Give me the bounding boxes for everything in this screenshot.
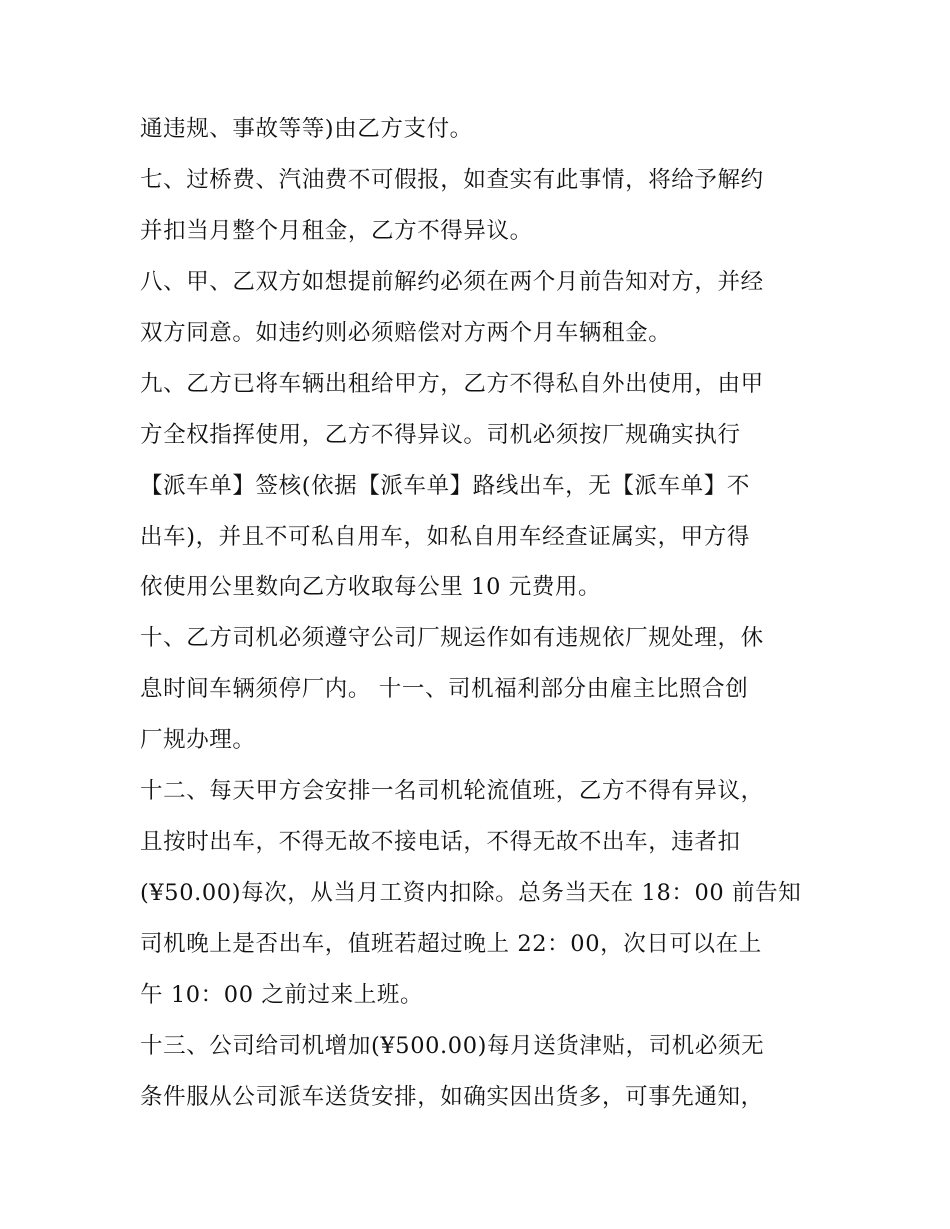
text-line: 通违规、事故等等)由乙方支付。 bbox=[140, 116, 473, 142]
text-line: 十三、公司给司机增加(¥500.00)每月送货津贴，司机必须无 bbox=[140, 1033, 765, 1059]
text-line: 厂规办理。 bbox=[140, 727, 256, 753]
text-line: 并扣当月整个月租金，乙方不得异议。 bbox=[140, 218, 533, 244]
text-line: 【派车单】签核(依据【派车单】路线出车，无【派车单】不 bbox=[140, 473, 750, 499]
text-line: 条件服从公司派车送货安排，如确实因出货多，可事先通知， bbox=[140, 1084, 764, 1110]
text-line: 息时间车辆须停厂内。 十一、司机福利部分由雇主比照合创 bbox=[140, 676, 749, 702]
text-line: 十、乙方司机必须遵守公司厂规运作如有违规依厂规处理，休 bbox=[140, 625, 764, 651]
text-line: 方全权指挥使用，乙方不得异议。司机必须按厂规确实执行 bbox=[140, 422, 741, 448]
text-line: 七、过桥费、汽油费不可假报，如查实有此事情，将给予解约 bbox=[140, 167, 764, 193]
text-line: (¥50.00)每次，从当月工资内扣除。总务当天在 18：00 前告知 bbox=[140, 880, 802, 906]
text-line: 八、甲、乙双方如想提前解约必须在两个月前告知对方，并经 bbox=[140, 269, 764, 295]
text-line: 九、乙方已将车辆出租给甲方，乙方不得私自外出使用，由甲 bbox=[140, 371, 764, 397]
text-line: 双方同意。如违约则必须赔偿对方两个月车辆租金。 bbox=[140, 320, 672, 346]
text-line: 依使用公里数向乙方收取每公里 10 元费用。 bbox=[140, 574, 602, 600]
text-line: 且按时出车，不得无故不接电话，不得无故不出车，违者扣 bbox=[140, 829, 741, 855]
text-line: 十二、每天甲方会安排一名司机轮流值班，乙方不得有异议， bbox=[140, 778, 764, 804]
text-line: 司机晚上是否出车，值班若超过晚上 22：00，次日可以在上 bbox=[140, 931, 762, 957]
text-line: 出车)，并且不可私自用车，如私自用车经查证属实，甲方得 bbox=[140, 524, 750, 550]
text-line: 午 10：00 之前过来上班。 bbox=[140, 982, 424, 1008]
